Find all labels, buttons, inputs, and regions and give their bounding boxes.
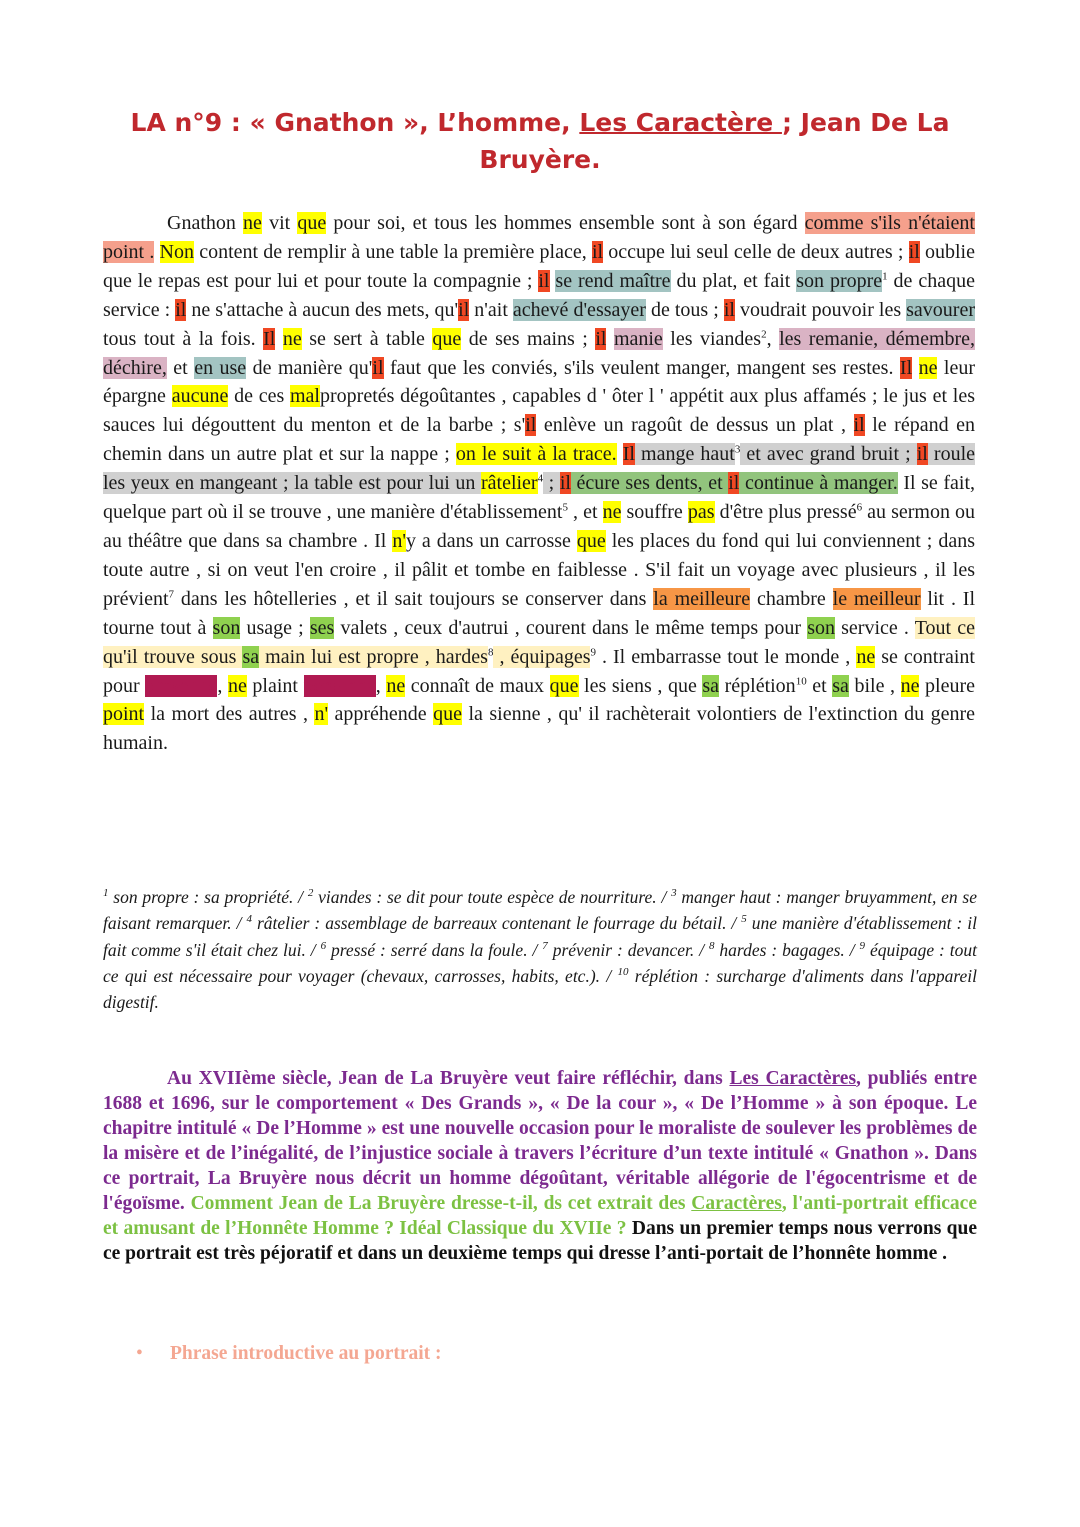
passage-highlight: main lui est propre , hardes [259,645,488,668]
passage-highlight: il [595,327,607,350]
passage-text [275,328,282,350]
footnote-text: réplétion : surcharge d'aliments dans l'appareil digestif. [103,965,977,1013]
passage-highlight: ne [900,674,920,697]
passage-text: se contraint pour [103,645,975,697]
passage-text: dans les hôtelleries , et il sait toujours se conserver dans [174,587,654,610]
passage-text: et [806,674,833,697]
passage-highlight: ses [309,616,335,639]
passage-text: , [217,674,228,697]
passage-text: au sermon ou au théâtre que dans sa chambre . Il [103,501,976,552]
passage-text [606,328,613,350]
passage-highlight: ne [386,674,406,697]
passage-highlight: que [297,212,327,234]
passage-text: content de remplir à une table la première place, [193,240,592,263]
footnote-footnote-ref: 9 [859,939,866,952]
bullet-icon: • [136,1343,143,1364]
intro-highlight: Dans un premier temps nous verrons que ce portrait est très péjoratif et dans un deuxième temps qui dresse l’anti-portait de l’honnête homme . [103,1218,977,1264]
passage-highlight: ne [243,212,262,234]
passage-text: leur épargne [103,356,976,408]
passage-highlight: sa [832,674,849,697]
passage-highlight: que [432,327,462,350]
passage-highlight: achevé d'essayer [512,298,646,321]
passage-highlight: sa [702,674,720,697]
footnote-footnote-ref: 8 [708,939,715,952]
passage-highlight: râtelier [480,472,538,495]
passage-highlight: point [103,703,145,726]
passage-highlight: les remanie, démembre, déchire, [103,327,976,379]
passage-highlight: il [458,298,470,321]
passage-text: propretés dégoûtantes , capables d ' ôter l ' appétit aux plus affamés ; le jus et les sauces lui dégouttent du menton et de la barbe ; s' [103,385,975,437]
footnote-footnote-ref: 5 [741,913,747,926]
passage-highlight: il [723,298,735,321]
passage-highlight: personne [145,674,218,697]
passage-text: , [375,674,387,697]
passage-text: de ces [228,385,290,408]
passage-footnote-ref: 1 [882,270,888,283]
passage-text: de chaque service : [103,269,975,321]
passage-text: Il se fait, quelque part où il se trouve , une manière d'établissement [103,472,976,524]
passage-text: plaint [246,674,304,697]
passage-highlight: ne [227,674,247,697]
passage-highlight: il [908,240,920,263]
passage-highlight: Tout ce qu'il trouve sous [103,616,976,668]
introduction-paragraph [103,1066,977,1266]
passage-footnote-ref: 9 [590,645,596,658]
passage-highlight: Il [899,356,913,379]
passage-text: , et [567,501,603,524]
passage-highlight: n' [392,529,406,552]
passage-highlight: son propre [796,269,883,292]
passage-text: . Il embarrasse tout le monde , [595,645,857,668]
passage-highlight: ne [856,645,876,668]
footnote-text: râtelier : assemblage de barreaux contenant le fourrage du bétail. / [251,913,742,934]
passage-highlight: il [591,240,604,263]
passage-text: usage ; [240,616,310,639]
passage-text: valets , ceux d'autrui , courent dans le même temps pour [334,616,808,639]
footnote-text: pressé : serré dans la foule. / [326,939,543,960]
passage-text: tous tout à la fois. [103,327,264,350]
passage-highlight: Il [263,327,276,350]
footnote-text: équipage : tout ce qui est nécessaire pour voyager (chevaux, carrosses, habits, etc.). / [103,939,978,986]
passage-text: bile , [848,674,901,697]
passage-highlight: il [372,356,384,379]
passage-highlight: la meilleure [653,587,751,610]
passage-footnote-ref: 8 [487,645,494,658]
passage-highlight: le meilleur [832,587,921,610]
footnote-text: une manière d'établissement : il fait comme s'il était chez lui. / [103,913,977,960]
passage-text: le répand en chemin dans un autre plat et sur la nappe ; [103,414,976,466]
passage-footnote-ref: 7 [168,588,175,601]
passage-text [912,357,918,379]
passage-highlight: son [212,616,241,639]
passage-highlight: roule les yeux en mangeant ; la table est pour lui un [103,443,976,495]
passage-text [154,241,159,263]
passage-text [617,443,623,465]
footnote-footnote-ref: 1 [103,887,109,900]
passage-text: pleure [919,674,975,697]
passage-text: d'être plus pressé [714,501,857,524]
passage-text: les viandes [662,327,762,350]
intro-highlight: Au XVIIème siècle, Jean de La Bruyère veut faire réfléchir, dans [167,1068,730,1089]
passage-footnote-ref: 3 [734,443,741,456]
intro-highlight: , publiés entre 1688 et 1696, sur le comportement « Des Grands », « De la cour », « De l’Homme » à son époque. Le chapitre intitulé « De l’Homme » est une nouvelle occasion pour le moraliste de soulever les problèmes de la misère et de l’inégalité, de l’injustice sociale à travers l’écriture d’un texte intitulé « Gnathon ». Dans ce portrait, La Bruyère nous décrit un homme dégoûtant, véritable allégorie de l'égocentrisme et de l'égoïsme. [103,1068,977,1214]
footnote-text: prévenir : devancer. / [547,939,709,960]
passage-text: et [166,356,195,379]
passage-highlight: , équipages [493,645,591,668]
passage-highlight: ne [282,327,302,350]
title-part-3: ; Jean De La Bruyère. [479,108,950,174]
passage-highlight: Il [622,443,635,466]
passage-highlight: il [728,472,740,495]
passage-text: se sert à table [301,327,433,350]
passage-footnote-ref: 2 [761,327,767,340]
passage-text: service . [834,616,915,639]
bullet-item [136,1341,442,1367]
bullet-text: Phrase introductive au portrait : [170,1343,442,1364]
passage-text: la sienne , qu' il rachèterait volontiers de l'extinction du genre humain. [103,703,976,755]
passage-highlight: ne [918,356,938,379]
footnote-footnote-ref: 2 [307,887,314,900]
passage-text: lit . Il tourne tout à [103,587,976,639]
passage-text: appréhende [328,703,434,726]
passage-footnote-ref: 6 [856,501,863,514]
passage-highlight: il [853,414,865,437]
passage-highlight: se rend maître [555,269,671,292]
passage-text: les siens , que [578,674,703,697]
passage-footnote-ref: 5 [562,501,568,514]
passage-text: la mort des autres , [144,703,315,726]
passage-highlight: savourer [906,298,975,321]
passage-highlight: et avec grand bruit ; [740,443,917,466]
passage-text: de ses mains ; [461,327,596,350]
intro-highlight: , l'anti-portrait efficace et amusant de l’Honnête Homme ? Idéal Classique du XVIIe ? [103,1193,977,1239]
intro-highlight: Caractères [691,1193,782,1214]
passage-text: de tous ; [645,298,724,321]
text-passage [103,209,975,758]
passage-text: vit [261,212,298,234]
passage-text: occupe lui seul celle de deux autres ; [603,240,909,263]
passage-highlight: il [559,472,571,495]
footnote-footnote-ref: 3 [671,887,677,900]
intro-highlight: Comment Jean de La Bruyère dresse-t-il, ds cet extrait des [190,1193,692,1214]
passage-highlight: il [916,443,928,466]
passage-highlight: Non [159,240,194,263]
footnote-footnote-ref: 7 [542,939,548,952]
footnote-text: manger haut : manger bruyamment, en se faisant remarquer. / [103,887,978,934]
page-title [100,104,980,178]
passage-highlight: aucune [171,385,229,408]
passage-highlight: comme s'ils n'étaient point . [103,212,975,263]
passage-highlight: continue à manger. [739,472,898,495]
passage-highlight: il [175,298,187,321]
passage-text: faut que les conviés, s'ils veulent manger, mangent ses restes. [383,356,900,379]
title-part-1: LA n°9 : « Gnathon », L’homme, [130,108,580,137]
passage-highlight: n' [314,703,329,726]
passage-text: ne s'attache à aucun des mets, qu' [186,298,459,321]
passage-highlight: en use [194,356,247,379]
passage-text: enlève un ragoût de dessus un plat , [536,414,854,437]
passage-highlight: mange haut [634,443,735,466]
passage-text: les places du fond qui lui conviennent ; dans toute autre , si on veut l'en croire , il pâlit et tombe en faiblesse . S'il fait un voyage avec plusieurs , il les prévient [103,529,975,610]
passage-text: Gnathon [167,212,244,234]
passage-highlight: que [433,703,463,726]
passage-highlight: ne [602,501,622,524]
passage-text: chambre [750,587,833,610]
footnote-footnote-ref: 10 [617,966,629,979]
passage-text: , [766,327,780,350]
footnotes [103,884,977,1015]
intro-highlight: Les Caractères [729,1068,857,1089]
passage-text: oublie que le repas est pour lui et pour toute la compagnie ; [103,240,975,292]
passage-text: voudrait pouvoir les [734,298,907,321]
passage-highlight: sa [242,645,260,668]
passage-highlight: personne [303,674,376,697]
passage-highlight: ; [543,472,560,495]
footnote-footnote-ref: 6 [320,939,327,952]
passage-highlight: il [525,414,537,437]
passage-footnote-ref: 4 [537,472,544,485]
passage-text: du plat, et fait [670,269,797,292]
passage-text: souffre [621,501,688,524]
footnote-text: son propre : sa propriété. / [108,887,308,907]
passage-highlight: pas [687,501,715,524]
footnote-text: hardes : bagages. / [714,939,860,960]
passage-highlight: que [549,674,579,697]
footnote-footnote-ref: 4 [246,913,252,926]
passage-footnote-ref: 10 [795,674,807,687]
footnote-text: viandes : se dit pour toute espèce de nourriture. / [313,887,672,907]
title-book-link: Les Caractère [579,108,782,137]
passage-highlight: on le suit à la trace. [455,443,617,466]
passage-highlight: manie [613,327,663,350]
passage-highlight: il [538,269,550,292]
passage-highlight: son [807,616,835,639]
passage-text: n'ait [469,298,513,321]
passage-text: y a dans un carrosse [405,529,577,552]
passage-text: pour soi, et tous les hommes ensemble sont à son égard [326,212,805,234]
passage-text: connaît de maux [405,674,550,697]
passage-highlight: que [576,529,606,552]
passage-highlight: écure ses dents, et [570,472,729,495]
passage-text: réplétion [719,674,796,697]
passage-text: de manière qu' [246,356,373,379]
passage-highlight: mal [290,385,320,408]
